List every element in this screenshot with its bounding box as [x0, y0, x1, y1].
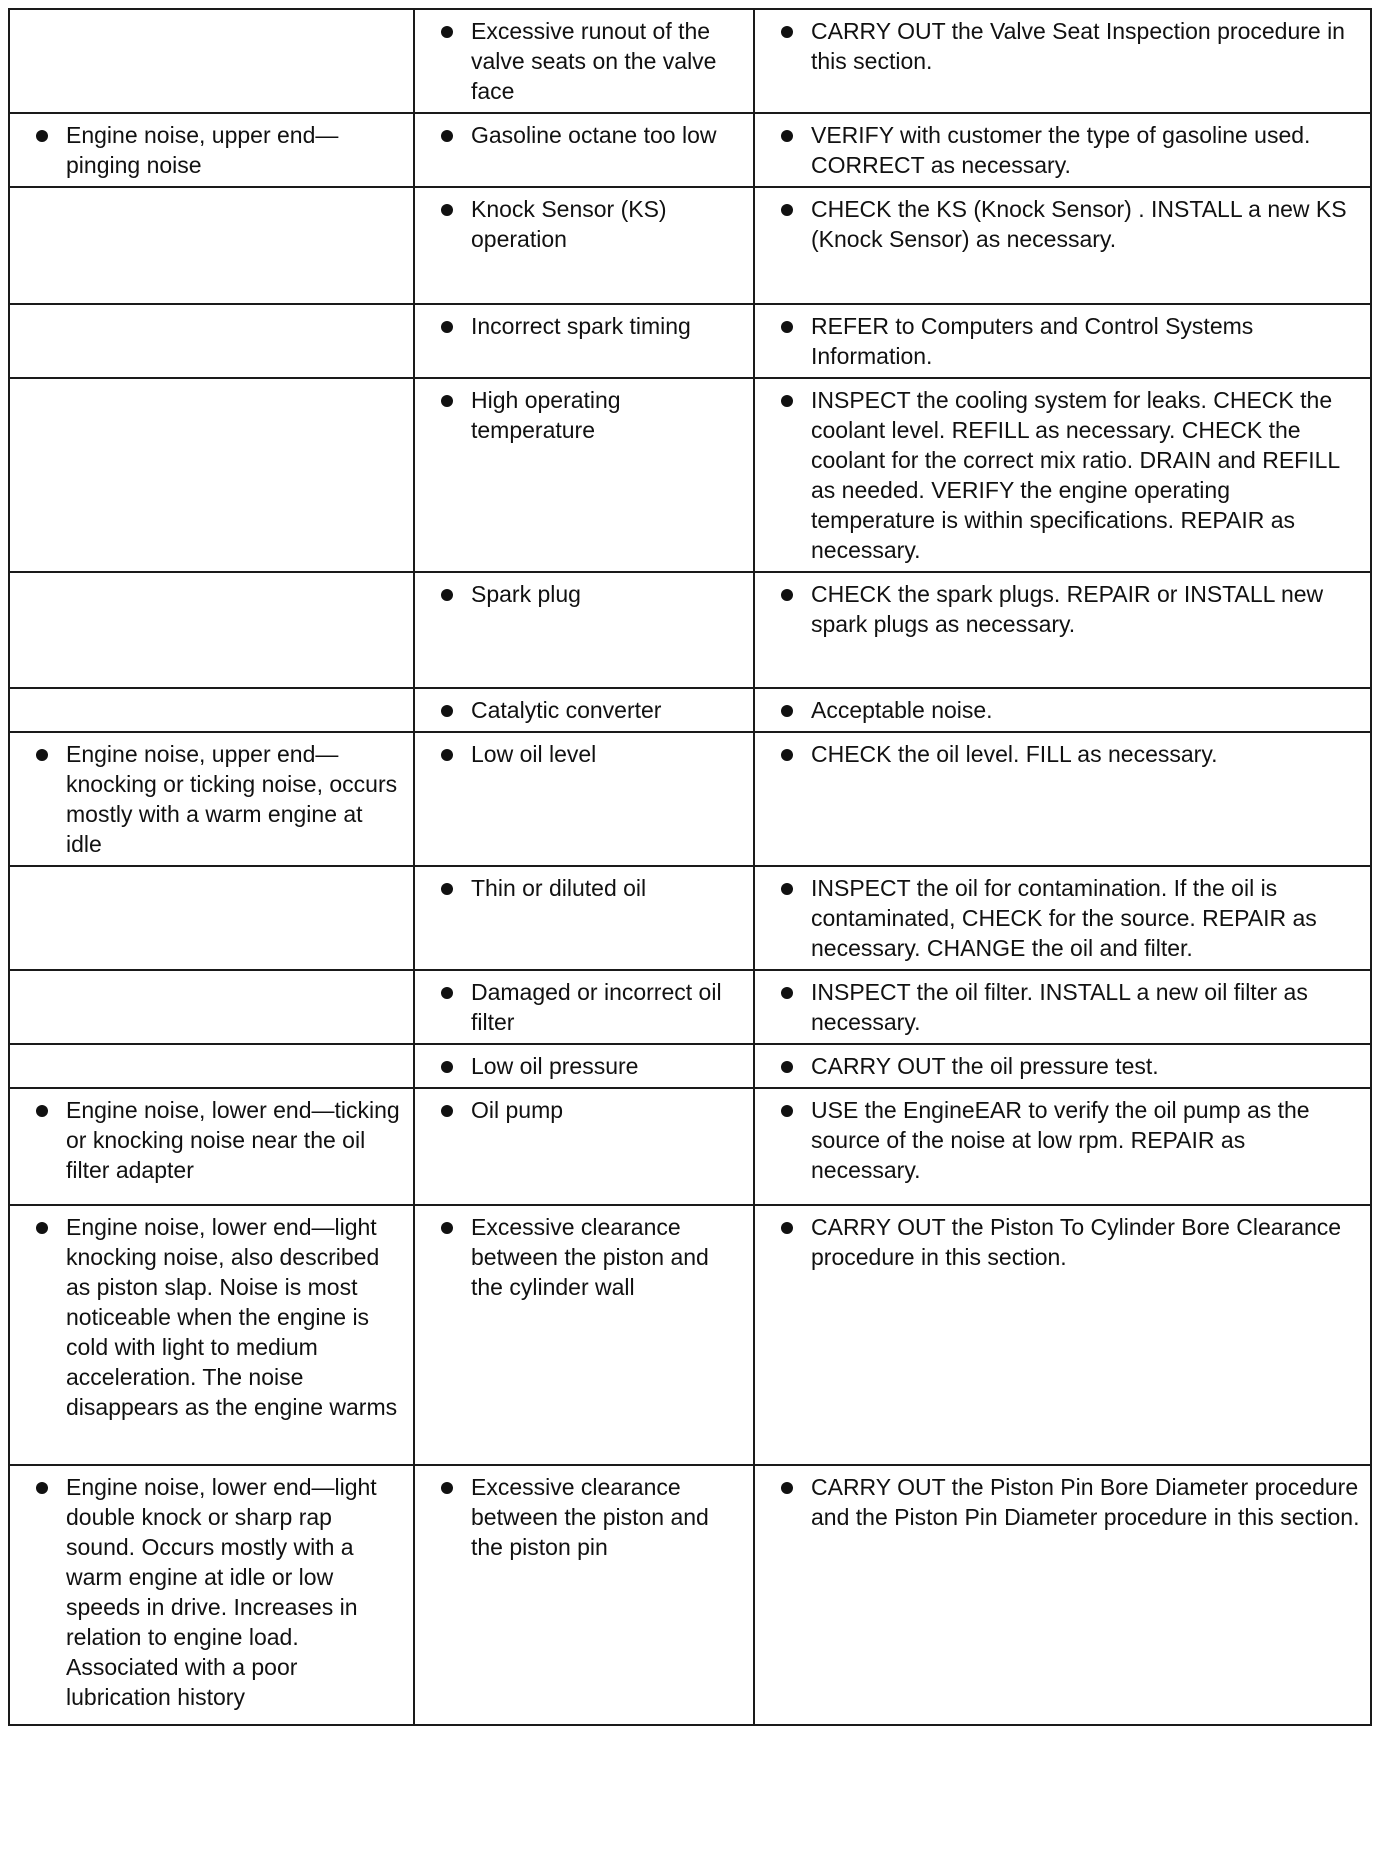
action-cell: Acceptable noise. — [754, 688, 1371, 732]
bullet-icon — [781, 1222, 793, 1234]
condition-cell — [9, 688, 414, 732]
diagnosis-table-body — [9, 9, 1371, 1725]
bullet-icon — [781, 589, 793, 601]
table-row — [9, 1205, 1371, 1465]
table-row — [9, 1465, 1371, 1725]
action-cell: INSPECT the oil for contamination. If the oil is contaminated, CHECK for the source. REPAIR as necessary. CHANGE the oil and filter. — [754, 866, 1371, 970]
bullet-icon — [36, 1222, 48, 1234]
cause-cell: Thin or diluted oil — [414, 866, 754, 970]
cause-cell: Incorrect spark timing — [414, 304, 754, 378]
condition-cell — [9, 9, 414, 113]
condition-cell: Engine noise, upper end—pinging noise — [9, 113, 414, 187]
bullet-icon — [781, 883, 793, 895]
bullet-icon — [441, 1222, 453, 1234]
bullet-icon — [441, 204, 453, 216]
action-cell: INSPECT the oil filter. INSTALL a new oil filter as necessary. — [754, 970, 1371, 1044]
cause-cell: Damaged or incorrect oil filter — [414, 970, 754, 1044]
bullet-icon — [441, 321, 453, 333]
action-cell: INSPECT the cooling system for leaks. CHECK the coolant level. REFILL as necessary. CHECK the coolant for the correct mix ratio. DRAIN and REFILL as needed. VERIFY the engine operating temperature is within specifications. REPAIR as necessary. — [754, 378, 1371, 572]
table-row — [9, 378, 1371, 572]
diagnosis-table — [8, 8, 1372, 1726]
condition-cell: Engine noise, lower end—light double knock or sharp rap sound. Occurs mostly with a warm engine at idle or low speeds in drive. Increases in relation to engine load. Associated with a poor lubrication history — [9, 1465, 414, 1725]
cause-cell: Excessive clearance between the piston and the cylinder wall — [414, 1205, 754, 1465]
bullet-icon — [441, 1105, 453, 1117]
bullet-icon — [441, 26, 453, 38]
action-cell: CHECK the oil level. FILL as necessary. — [754, 732, 1371, 866]
condition-cell: Engine noise, lower end—ticking or knocking noise near the oil filter adapter — [9, 1088, 414, 1205]
cause-cell: Low oil level — [414, 732, 754, 866]
table-row — [9, 688, 1371, 732]
table-row — [9, 113, 1371, 187]
table-row — [9, 304, 1371, 378]
bullet-icon — [441, 130, 453, 142]
bullet-icon — [781, 1482, 793, 1494]
bullet-icon — [781, 26, 793, 38]
bullet-icon — [781, 1061, 793, 1073]
condition-cell — [9, 866, 414, 970]
bullet-icon — [36, 130, 48, 142]
bullet-icon — [36, 1105, 48, 1117]
action-cell: CHECK the spark plugs. REPAIR or INSTALL new spark plugs as necessary. — [754, 572, 1371, 688]
bullet-icon — [441, 1482, 453, 1494]
table-row — [9, 732, 1371, 866]
action-cell: CARRY OUT the Valve Seat Inspection procedure in this section. — [754, 9, 1371, 113]
table-row — [9, 187, 1371, 304]
cause-cell: High operating temperature — [414, 378, 754, 572]
bullet-icon — [441, 749, 453, 761]
cause-cell: Excessive runout of the valve seats on the valve face — [414, 9, 754, 113]
cause-cell: Spark plug — [414, 572, 754, 688]
table-row — [9, 866, 1371, 970]
bullet-icon — [781, 395, 793, 407]
action-cell: VERIFY with customer the type of gasoline used. CORRECT as necessary. — [754, 113, 1371, 187]
cause-cell: Oil pump — [414, 1088, 754, 1205]
table-row — [9, 970, 1371, 1044]
condition-cell: Engine noise, upper end—knocking or ticking noise, occurs mostly with a warm engine at idle — [9, 732, 414, 866]
cause-cell: Excessive clearance between the piston and the piston pin — [414, 1465, 754, 1725]
condition-cell — [9, 304, 414, 378]
bullet-icon — [441, 589, 453, 601]
bullet-icon — [781, 987, 793, 999]
cause-cell: Low oil pressure — [414, 1044, 754, 1088]
bullet-icon — [441, 705, 453, 717]
bullet-icon — [441, 987, 453, 999]
cause-cell: Catalytic converter — [414, 688, 754, 732]
action-cell: CARRY OUT the Piston Pin Bore Diameter procedure and the Piston Pin Diameter procedure in this section. — [754, 1465, 1371, 1725]
bullet-icon — [781, 749, 793, 761]
action-cell: CARRY OUT the oil pressure test. — [754, 1044, 1371, 1088]
condition-cell — [9, 572, 414, 688]
bullet-icon — [781, 321, 793, 333]
action-cell: CARRY OUT the Piston To Cylinder Bore Clearance procedure in this section. — [754, 1205, 1371, 1465]
bullet-icon — [36, 1482, 48, 1494]
bullet-icon — [441, 1061, 453, 1073]
bullet-icon — [781, 204, 793, 216]
cause-cell: Gasoline octane too low — [414, 113, 754, 187]
action-cell: CHECK the KS (Knock Sensor) . INSTALL a new KS (Knock Sensor) as necessary. — [754, 187, 1371, 304]
condition-cell: Engine noise, lower end—light knocking noise, also described as piston slap. Noise is most noticeable when the engine is cold with light to medium acceleration. The noise disappears as the engine warms — [9, 1205, 414, 1465]
bullet-icon — [36, 749, 48, 761]
cause-cell: Knock Sensor (KS) operation — [414, 187, 754, 304]
bullet-icon — [441, 395, 453, 407]
table-row — [9, 1088, 1371, 1205]
action-cell: USE the EngineEAR to verify the oil pump as the source of the noise at low rpm. REPAIR as necessary. — [754, 1088, 1371, 1205]
bullet-icon — [781, 705, 793, 717]
table-row — [9, 1044, 1371, 1088]
action-cell: REFER to Computers and Control Systems Information. — [754, 304, 1371, 378]
bullet-icon — [441, 883, 453, 895]
bullet-icon — [781, 130, 793, 142]
condition-cell — [9, 378, 414, 572]
table-row — [9, 9, 1371, 113]
condition-cell — [9, 970, 414, 1044]
table-row — [9, 572, 1371, 688]
bullet-icon — [781, 1105, 793, 1117]
condition-cell — [9, 187, 414, 304]
condition-cell — [9, 1044, 414, 1088]
